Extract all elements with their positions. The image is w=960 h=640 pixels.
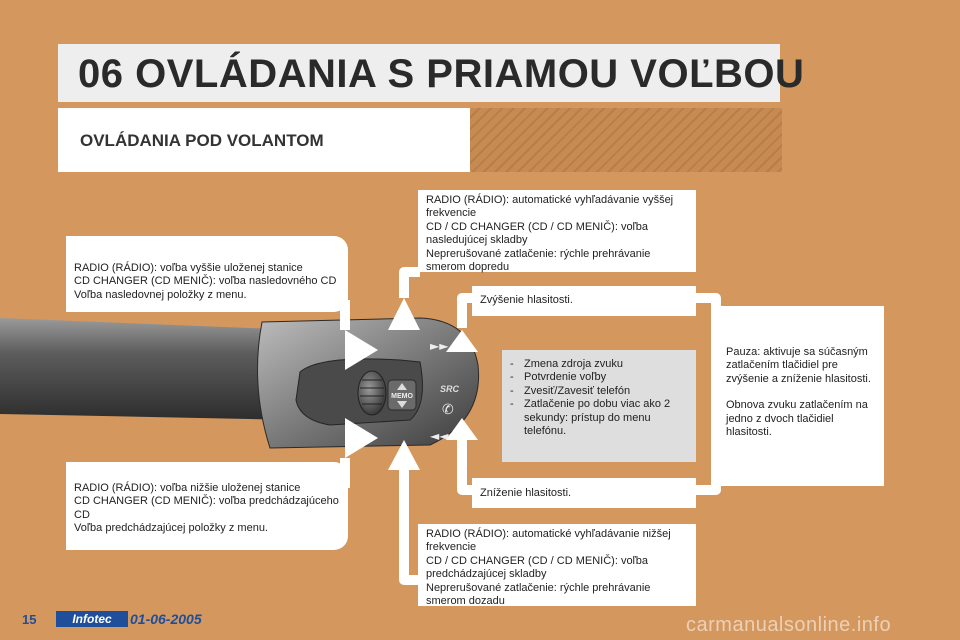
middle-list [510, 358, 688, 438]
arrow-top-center-icon [388, 298, 420, 330]
info-box-volume-up [472, 286, 696, 316]
info-box-bottom-left [66, 462, 348, 550]
bottom-center-line-1: RADIO (RÁDIO): automatické vyhľadávanie nižšej frekvencie [426, 528, 671, 554]
info-box-right [720, 306, 884, 486]
section-subtitle: OVLÁDANIA POD VOLANTOM [80, 131, 324, 150]
bottom-left-line-3: Voľba predchádzajúcej položky z menu. [74, 522, 268, 535]
info-box-top-left [66, 236, 348, 312]
guide-line-right [696, 298, 716, 490]
bottom-center-line-2: CD / CD CHANGER (CD / CD MENIČ): voľba predchádzajúcej skladby [426, 554, 649, 581]
watermark: carmanualsonline.info [686, 614, 892, 636]
right-line-2: Obnova zvuku zatlačením na jedno z dvoch tlačidiel hlasitosti. [726, 399, 868, 439]
thumb-wheel [358, 371, 386, 415]
fast-forward-icon: ►► [430, 339, 449, 353]
infotec-logo: Infotec [56, 611, 128, 627]
src-label: SRC [440, 384, 460, 394]
top-left-line-3: Voľba nasledovnej položky z menu. [74, 288, 247, 301]
middle-item-2: - Potvrdenie voľby [510, 371, 688, 384]
guide-line-vol-down [462, 440, 472, 490]
info-box-volume-down [472, 478, 696, 508]
rewind-icon: ◄◄ [430, 429, 449, 443]
guide-line-vol-up [462, 298, 472, 328]
guide-line-top-center [404, 272, 420, 298]
middle-item-1: - Zmena zdroja zvuku [510, 358, 688, 371]
top-center-line-3: Neprerušované zatlačenie: rýchle prehrávanie smerom dopredu [426, 247, 651, 274]
bottom-left-line-1: RADIO (RÁDIO): voľba nižšie uloženej stanice [74, 482, 301, 494]
top-center-line-2: CD / CD CHANGER (CD / CD MENIČ): voľba nasledujúcej skladby [426, 220, 649, 247]
right-line-1: Pauza: aktivuje sa súčasným zatlačením tlačidiel pre zvýšenie a zníženie hlasitosti. [726, 346, 871, 385]
page-title: 06 OVLÁDANIA S PRIAMOU VOĽBOU [78, 52, 805, 96]
top-left-line-1: RADIO (RÁDIO): voľba vyššie uloženej stanice [74, 262, 303, 274]
bottom-center-line-3: Neprerušované zatlačenie: rýchle prehrávanie smerom dozadu [426, 581, 651, 608]
middle-item-3: - Zvesiť/Zavesiť telefón [510, 385, 688, 398]
edition-date: 01-06-2005 [130, 611, 202, 627]
phone-icon: ✆ [442, 402, 454, 418]
info-box-bottom-center [418, 524, 696, 606]
volume-up-text: Zvýšenie hlasitosti. [480, 294, 573, 306]
bottom-left-line-2: CD CHANGER (CD MENIČ): voľba predchádzajúceho CD [74, 495, 339, 521]
memo-label: MEMO [391, 393, 413, 400]
top-center-line-1: RADIO (RÁDIO): automatické vyhľadávanie vyššej frekvencie [426, 194, 674, 220]
stalk-arm [0, 318, 300, 420]
volume-down-text: Zníženie hlasitosti. [480, 487, 572, 499]
info-box-top-center [418, 190, 696, 272]
page-number: 15 [22, 612, 37, 627]
top-left-line-2: CD CHANGER (CD MENIČ): voľba nasledovného CD [74, 275, 337, 288]
info-box-middle [502, 350, 696, 462]
middle-item-4: - Zatlačenie po dobu viac ako 2 sekundy: prístup do menu telefónu. [510, 398, 688, 438]
